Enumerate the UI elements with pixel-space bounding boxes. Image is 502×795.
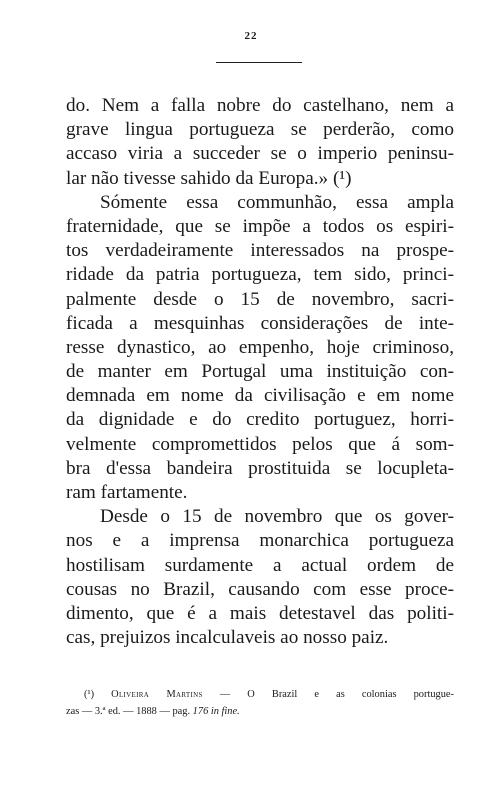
text-line: hostilisam surdamente a actual ordem de — [66, 554, 454, 576]
text-line: Sómente essa communhão, essa ampla — [100, 191, 454, 213]
body-text — [66, 94, 454, 650]
footnote — [66, 686, 454, 720]
text-line: nos e a imprensa monarchica portugueza — [66, 530, 454, 552]
text-line: Desde o 15 de novembro que os gover- — [100, 506, 454, 528]
text-line: tos verdadeiramente interessados na prospe- — [66, 240, 454, 262]
footnote-line — [66, 703, 454, 720]
footnote-text: zas — 3.ª ed. — 1888 — pag. — [66, 706, 193, 717]
footnote-text: — O Brazil e as colonias portugue- — [202, 689, 454, 700]
text-line: grave lingua portugueza se perderão, como — [66, 119, 454, 141]
footnote-line — [66, 686, 454, 703]
text-line: da dignidade e do credito portuguez, horri- — [66, 409, 454, 431]
text-line: fraternidade, que se impõe a todos os espiri- — [66, 215, 454, 237]
text-line: accaso viria a succeder se o imperio peninsu- — [66, 143, 454, 165]
text-line: velmente compromettidos pelos que á som- — [66, 433, 454, 455]
text-line: do. Nem a falla nobre do castelhano, nem a — [66, 95, 454, 116]
text-line: ridade da patria portugueza, tem sido, princi- — [66, 264, 454, 286]
text-line: cas, prejuizos incalculaveis ao nosso paiz. — [66, 627, 389, 649]
text-line: lar não tivesse sahido da Europa.» (¹) — [66, 167, 352, 189]
text-line: de manter em Portugal uma instituição con- — [66, 361, 454, 383]
text-line: dimento, que é a mais detestavel das politi- — [66, 602, 454, 624]
text-line: cousas no Brazil, causando com esse proce- — [66, 578, 454, 600]
text-line: palmente desde o 15 de novembro, sacri- — [66, 288, 454, 310]
text-line: ficada a mesquinhas considerações de inte- — [66, 312, 454, 334]
text-line: demnada em nome da civilisação e em nome — [66, 385, 454, 407]
footnote-author: Oliveira Martins — [111, 689, 203, 700]
header-rule — [216, 62, 302, 63]
text-line: ram fartamente. — [66, 482, 188, 503]
footnote-italic: 176 in fine. — [192, 706, 240, 717]
footnote-marker: (¹) — [84, 689, 95, 700]
text-line: resse dynastico, ao empenho, hoje criminoso, — [66, 336, 454, 358]
page-number: 22 — [244, 30, 258, 42]
text-line: bra d'essa bandeira prostituida se locupleta- — [66, 457, 454, 479]
